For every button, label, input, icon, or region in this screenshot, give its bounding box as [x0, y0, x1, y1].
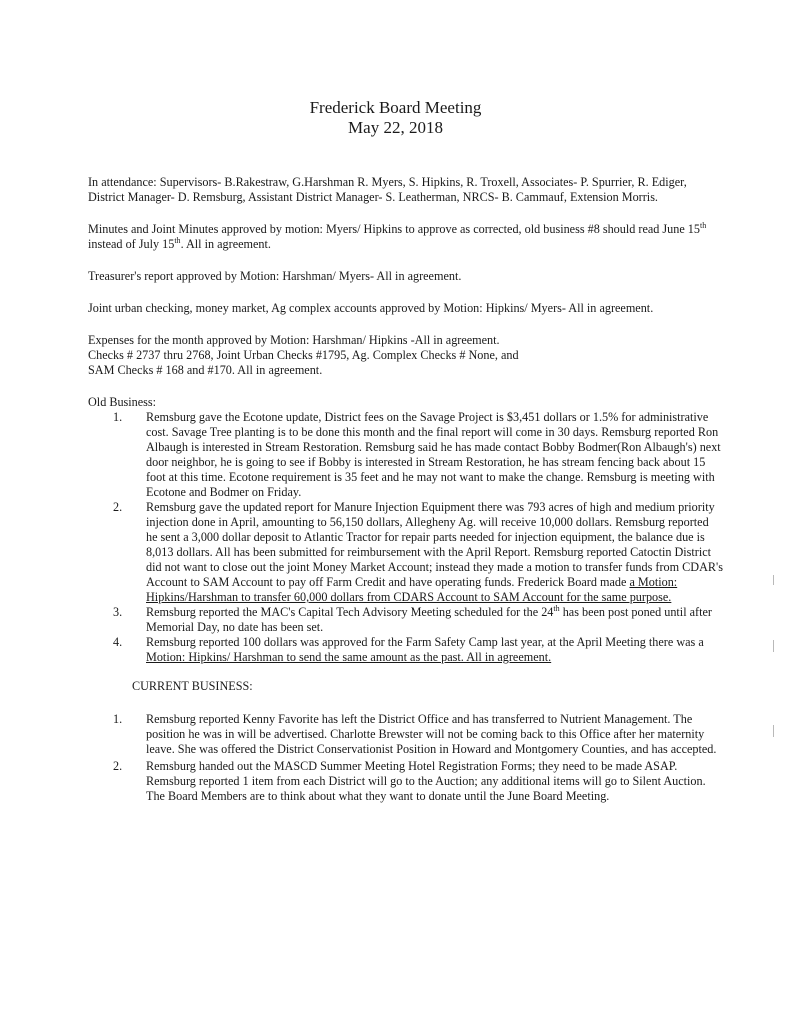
scan-mark: [773, 640, 774, 652]
attendance-paragraph: In attendance: Supervisors- B.Rakestraw, G.Harshman R. Myers, S. Hipkins, R. Troxell, Associates- P. Spurrier, R. Ediger, District Manager- D. Remsburg, Assistant District Manager- S. Leatherman, NRCS- B. Cammauf, Extension Morris.: [88, 175, 687, 204]
item-text: Remsburg reported Kenny Favorite has left the District Office and has transferred to Nutrient Management. The position he was in will be advertised. Charlotte Brewster will not be coming back to this Office after her maternity leave. She was offered the District Conservationist Position in Howard and Montgomery Counties, and has accepted.: [146, 712, 717, 756]
list-item: [88, 500, 723, 605]
list-item: [88, 605, 723, 635]
minutes-body: [88, 175, 723, 804]
item-text: Remsburg reported 100 dollars was approved for the Farm Safety Camp last year, at the April Meeting there was a: [146, 635, 704, 649]
item-text: Remsburg reported the MAC's Capital Tech Advisory Meeting scheduled for the 24: [146, 605, 554, 619]
superscript: th: [700, 220, 707, 230]
minutes-text-c: . All in agreement.: [180, 237, 271, 251]
scan-mark: [773, 725, 774, 737]
item-number: 3.: [113, 605, 123, 619]
current-business-list: [88, 712, 723, 804]
list-item: [88, 759, 723, 804]
list-item: [88, 635, 723, 665]
expenses-line: Expenses for the month approved by Motion: Harshman/ Hipkins -All in agreement.: [88, 333, 500, 347]
expenses-paragraph: [88, 333, 723, 378]
motion-text: Motion: Hipkins/ Harshman to send the same amount as the past. All in agreement.: [146, 650, 552, 664]
item-text: Remsburg gave the updated report for Manure Injection Equipment there was 793 acres of high and medium priority injection done in April, amounting to 56,150 dollars, Allegheny Ag. will receive 10,000 dollars. Remsburg reported he sent a 3,000 dollar deposit to Atlantic Tractor for repair parts needed for injection equipment, the balance due is 8,013 dollars. All has been submitted for reimbursement with the April Report. Remsburg reported Catoctin District did not want to close out the joint Money Market Account; instead they made a motion to transfer funds from CDAR's Account to SAM Account to pay off Farm Credit and have operating funds. Frederick Board made: [146, 500, 723, 589]
old-business-list: [88, 410, 723, 665]
superscript: th: [553, 603, 560, 613]
current-business-heading: CURRENT BUSINESS:: [132, 679, 253, 693]
item-number: 2.: [113, 759, 123, 773]
minutes-approval-paragraph: [88, 222, 723, 252]
item-text: has been post poned until after Memorial Day, no date has been set.: [146, 605, 712, 634]
motion-text: a Motion: Hipkins/Harshman to transfer 60,000 dollars from CDARS Account to SAM Account for the same purpose.: [146, 575, 678, 604]
superscript: th: [174, 235, 181, 245]
minutes-text-b: instead of July 15: [88, 237, 175, 251]
minutes-text-a: Minutes and Joint Minutes approved by motion: Myers/ Hipkins to approve as corrected, old business #8 should read June 15: [88, 222, 700, 236]
list-item: [88, 712, 723, 757]
item-text: Remsburg gave the Ecotone update, District fees on the Savage Project is $3,451 dollars or 1.5% for administrative cost. Savage Tree planting is to be done this month and the final report will come in 30 days. Remsburg reported Ron Albaugh is interested in Stream Restoration. Remsburg said he has made contact Bobby Bodmer(Ron Albaugh's) next door neighbor, he is going to see if Bobby is interested in Stream Restoration, he has stream fencing back about 15 foot at this time. Ecotone requirement is 35 feet and he may not want to make the change. Remsburg is meeting with Ecotone and Bodmer on Friday.: [146, 410, 721, 499]
item-number: 2.: [113, 500, 123, 514]
treasurer-report-paragraph: Treasurer's report approved by Motion: Harshman/ Myers- All in agreement.: [88, 269, 462, 283]
item-text: Remsburg handed out the MASCD Summer Meeting Hotel Registration Forms; they need to be made ASAP. Remsburg reported 1 item from each District will go to the Auction; any additional items will go to Silent Auction. The Board Members are to think about what they want to donate until the June Board Meeting.: [146, 759, 706, 803]
old-business-heading: Old Business:: [88, 395, 157, 409]
expenses-line: Checks # 2737 thru 2768, Joint Urban Checks #1795, Ag. Complex Checks # None, and: [88, 348, 519, 362]
item-number: 1.: [113, 410, 123, 424]
document-title: Frederick Board Meeting: [309, 98, 482, 117]
item-number: 4.: [113, 635, 123, 649]
list-item: [88, 410, 723, 500]
expenses-line: SAM Checks # 168 and #170. All in agreement.: [88, 363, 323, 377]
joint-urban-paragraph: Joint urban checking, money market, Ag complex accounts approved by Motion: Hipkins/ Myers- All in agreement.: [88, 301, 654, 315]
scan-mark: [773, 575, 774, 585]
item-number: 1.: [113, 712, 123, 726]
meeting-date: May 22, 2018: [348, 118, 443, 137]
